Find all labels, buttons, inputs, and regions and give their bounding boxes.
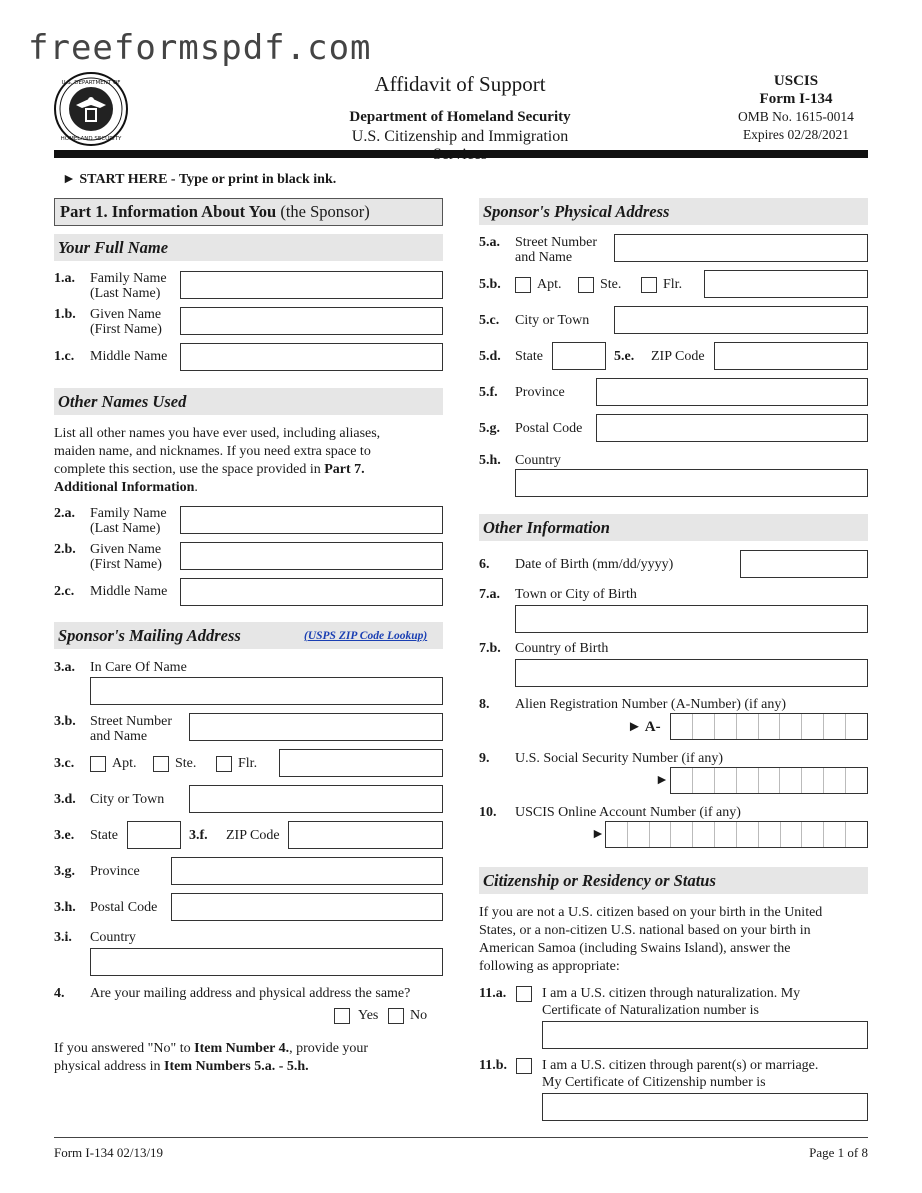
- no-checkbox[interactable]: [388, 1008, 404, 1024]
- a-number-input[interactable]: [670, 713, 868, 740]
- citizenship-checkbox[interactable]: [516, 1058, 532, 1074]
- item-number: 5.c.: [479, 313, 500, 328]
- item-number: 3.g.: [54, 864, 75, 879]
- field-label: Date of Birth (mm/dd/yyyy): [515, 557, 674, 572]
- field-label: Postal Code: [515, 421, 583, 436]
- item-number: 5.g.: [479, 421, 500, 436]
- field-label: In Care Of Name: [90, 660, 187, 675]
- item-number: 7.b.: [479, 641, 501, 656]
- flr-label: Flr.: [663, 277, 683, 292]
- flr-checkbox[interactable]: [641, 277, 657, 293]
- apt-label: Apt.: [537, 277, 562, 292]
- physical-unit-input[interactable]: [704, 270, 868, 298]
- citizenship-heading: Citizenship or Residency or Status: [479, 867, 868, 894]
- item-number: 10.: [479, 805, 497, 820]
- footer-form-id: Form I-134 02/13/19: [54, 1145, 164, 1160]
- yes-checkbox[interactable]: [334, 1008, 350, 1024]
- mailing-city-input[interactable]: [189, 785, 443, 813]
- apt-checkbox[interactable]: [90, 756, 106, 772]
- field-label: Province: [90, 864, 140, 879]
- field-label: Middle Name: [90, 584, 168, 599]
- item-number: 5.f.: [479, 385, 498, 400]
- other-middle-name-input[interactable]: [180, 578, 443, 606]
- ste-checkbox[interactable]: [578, 277, 594, 293]
- physical-street-input[interactable]: [614, 234, 868, 262]
- field-label: City or Town: [90, 792, 165, 807]
- yes-label: Yes: [358, 1008, 379, 1023]
- field-label: Given Name (First Name): [90, 307, 162, 337]
- field-label: I am a U.S. citizen through naturalization. My Certificate of Naturalization number is: [542, 986, 801, 1018]
- item-number: 3.i.: [54, 930, 72, 945]
- other-names-instructions: List all other names you have ever used, including aliases, maiden name, and nicknames. If you need extra space to complete this section, use the space provided in Part 7. Additional Information.: [54, 426, 381, 495]
- field-label: City or Town: [515, 313, 590, 328]
- question-text: Are your mailing address and physical address the same?: [90, 986, 411, 1001]
- mailing-country-input[interactable]: [90, 948, 443, 976]
- form-id-block: [726, 72, 866, 144]
- flr-checkbox[interactable]: [216, 756, 232, 772]
- item-number: 5.a.: [479, 235, 500, 250]
- omb-number: OMB No. 1615-0014: [738, 109, 854, 124]
- svg-text:HOMELAND SECURITY: HOMELAND SECURITY: [60, 136, 122, 142]
- physical-city-input[interactable]: [614, 306, 868, 334]
- field-label: Family Name (Last Name): [90, 271, 167, 301]
- mailing-street-input[interactable]: [189, 713, 443, 741]
- country-of-birth-input[interactable]: [515, 659, 868, 687]
- flr-label: Flr.: [238, 756, 258, 771]
- item-number: 6.: [479, 557, 490, 572]
- field-label: Province: [515, 385, 565, 400]
- apt-label: Apt.: [112, 756, 137, 771]
- field-label: ZIP Code: [651, 349, 705, 364]
- middle-name-input[interactable]: [180, 343, 443, 371]
- citizenship-number-input[interactable]: [542, 1093, 868, 1121]
- uscis-label: USCIS: [773, 73, 819, 89]
- item-number: 3.a.: [54, 660, 75, 675]
- field-label: ZIP Code: [226, 828, 280, 843]
- item-number: 3.e.: [54, 828, 75, 843]
- field-label: Postal Code: [90, 900, 158, 915]
- item-number: 5.d.: [479, 349, 501, 364]
- naturalization-number-input[interactable]: [542, 1021, 868, 1049]
- item-number: 5.b.: [479, 277, 501, 292]
- physical-address-heading: Sponsor's Physical Address: [479, 198, 868, 225]
- physical-zip-input[interactable]: [714, 342, 868, 370]
- dhs-seal-icon: [54, 72, 128, 146]
- svg-text:U.S. DEPARTMENT OF: U.S. DEPARTMENT OF: [61, 80, 121, 86]
- family-name-input[interactable]: [180, 271, 443, 299]
- part1-suffix: (the Sponsor): [276, 202, 370, 221]
- a-number-prefix: ► A-: [627, 719, 661, 735]
- part1-label: Part 1. Information About You: [60, 202, 277, 221]
- field-label: Family Name (Last Name): [90, 506, 167, 536]
- full-name-heading: Your Full Name: [54, 234, 443, 261]
- item-number: 1.a.: [54, 271, 75, 286]
- field-label: Alien Registration Number (A-Number) (if any): [515, 697, 786, 712]
- town-of-birth-input[interactable]: [515, 605, 868, 633]
- item-number: 2.a.: [54, 506, 75, 521]
- field-label: Country: [515, 453, 561, 468]
- other-names-heading: Other Names Used: [54, 388, 443, 415]
- item-number: 3.c.: [54, 756, 75, 771]
- field-label: Given Name (First Name): [90, 542, 162, 572]
- naturalization-checkbox[interactable]: [516, 986, 532, 1002]
- mailing-state-select[interactable]: [127, 821, 181, 849]
- item-number: 2.b.: [54, 542, 76, 557]
- no-label: No: [410, 1008, 428, 1023]
- usps-zip-lookup-link[interactable]: (USPS ZIP Code Lookup): [304, 630, 428, 642]
- item-number: 11.a.: [479, 986, 507, 1001]
- ste-label: Ste.: [175, 756, 197, 771]
- item-number: 4.: [54, 986, 65, 1001]
- other-family-name-input[interactable]: [180, 506, 443, 534]
- item-number: 8.: [479, 697, 490, 712]
- ssn-input[interactable]: [670, 767, 868, 794]
- field-label: Street Number and Name: [515, 235, 598, 265]
- physical-country-input[interactable]: [515, 469, 868, 497]
- other-info-heading: Other Information: [479, 514, 868, 541]
- mailing-postal-input[interactable]: [171, 893, 443, 921]
- apt-checkbox[interactable]: [515, 277, 531, 293]
- field-label: Middle Name: [90, 349, 168, 364]
- in-care-of-input[interactable]: [90, 677, 443, 705]
- item-number: 3.b.: [54, 714, 76, 729]
- ste-checkbox[interactable]: [153, 756, 169, 772]
- item-number: 7.a.: [479, 587, 500, 602]
- item-number: 9.: [479, 751, 490, 766]
- other-given-name-input[interactable]: [180, 542, 443, 570]
- field-label: U.S. Social Security Number (if any): [515, 751, 724, 766]
- start-here-instruction: ► START HERE - Type or print in black ink.: [62, 172, 337, 187]
- field-label: Country: [90, 930, 136, 945]
- footer-divider: [54, 1137, 868, 1138]
- item-number: 3.h.: [54, 900, 76, 915]
- form-number: Form I-134: [759, 91, 833, 107]
- arrow-icon: ►: [591, 827, 605, 842]
- part1-heading: [54, 198, 443, 226]
- header-divider: [54, 150, 868, 158]
- given-name-input[interactable]: [180, 307, 443, 335]
- citizenship-instructions: If you are not a U.S. citizen based on your birth in the United States, or a non-citizen U.S. national based on your birth in American Samoa (including Swains Island), answer the following as appropriate:: [479, 905, 823, 974]
- ste-label: Ste.: [600, 277, 622, 292]
- mailing-address-heading: Sponsor's Mailing Address: [54, 622, 443, 649]
- field-label: Town or City of Birth: [515, 587, 637, 602]
- item-number: 11.b.: [479, 1058, 508, 1073]
- form-title: Affidavit of Support: [374, 72, 546, 96]
- item-number: 5.h.: [479, 453, 501, 468]
- mailing-unit-input[interactable]: [279, 749, 443, 777]
- department-name: Department of Homeland Security: [349, 109, 571, 125]
- online-account-input[interactable]: [605, 821, 868, 848]
- arrow-icon: ►: [655, 773, 669, 788]
- expiration-date: Expires 02/28/2021: [742, 127, 850, 142]
- physical-state-select[interactable]: [552, 342, 606, 370]
- field-label: State: [515, 349, 543, 364]
- item-number: 5.e.: [614, 349, 635, 364]
- field-label: Street Number and Name: [90, 714, 173, 744]
- physical-province-input[interactable]: [596, 378, 868, 406]
- mailing-zip-input[interactable]: [288, 821, 443, 849]
- watermark-text: freeformspdf.com: [28, 28, 372, 68]
- field-label: State: [90, 828, 118, 843]
- item-number: 1.c.: [54, 349, 75, 364]
- mailing-province-input[interactable]: [171, 857, 443, 885]
- item-number: 1.b.: [54, 307, 76, 322]
- item-number: 2.c.: [54, 584, 75, 599]
- agency-name: U.S. Citizenship and Immigration: [351, 128, 569, 145]
- date-of-birth-input[interactable]: [740, 550, 868, 578]
- page-number: Page 1 of 8: [809, 1145, 868, 1160]
- field-label: Country of Birth: [515, 641, 609, 656]
- physical-address-note: If you answered "No" to Item Number 4., provide your physical address in Item Numbers 5.a. - 5.h.: [54, 1041, 369, 1074]
- item-number: 3.f.: [189, 828, 208, 843]
- item-number: 3.d.: [54, 792, 76, 807]
- field-label: USCIS Online Account Number (if any): [515, 805, 741, 820]
- physical-postal-input[interactable]: [596, 414, 868, 442]
- field-label: I am a U.S. citizen through parent(s) or marriage. My Certificate of Citizenship number is: [542, 1058, 819, 1090]
